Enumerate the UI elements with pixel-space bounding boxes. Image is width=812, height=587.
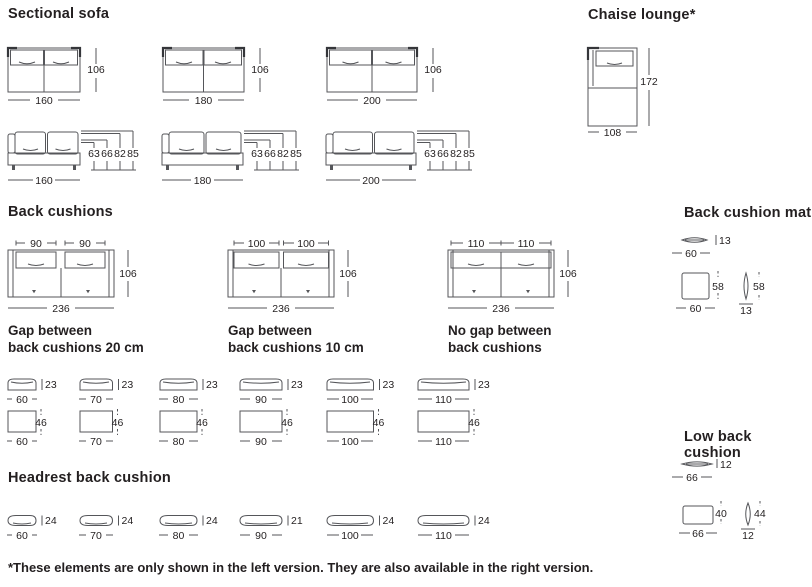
dim-height-2: 66 [437,148,449,160]
section-title-chaise-lounge: Chaise lounge* [588,7,696,23]
caption-gap-10 [228,322,428,356]
diagram-box-100x46 [325,409,405,451]
diagram-front-view-sofa-160 [6,114,156,192]
diagram-top-view-sofa-200 [325,40,467,110]
dim-height: 23 [206,379,218,391]
dim-depth: 106 [87,64,105,76]
dim-height: 46 [281,417,293,429]
dim-width: 60 [16,436,28,448]
dim-total-width: 236 [52,303,70,315]
diagram-mat-front-side [668,271,778,319]
diagram-back-cushions-gap20 [6,236,156,320]
diagram-low-top-view [668,456,748,486]
dim-depth: 106 [559,268,577,280]
diagram-headrest-100x24 [325,510,405,544]
dim-front-width: 60 [689,303,702,315]
dim-cushion-right: 90 [79,238,91,250]
diagram-chaise-lounge [586,40,701,144]
diagram-headrest-70x24 [78,510,158,544]
section-title-low-back-cushion: Low back cushion [684,429,752,461]
dim-height-3: 82 [114,148,126,160]
diagram-cushion-100x23 [325,374,405,408]
dim-height: 46 [468,417,480,429]
dim-height-4: 85 [127,148,139,160]
dim-height: 21 [291,515,303,527]
dim-cushion-right: 100 [297,238,315,250]
diagram-box-60x46 [6,409,86,451]
section-title-headrest-back-cushion: Headrest back cushion [8,470,171,486]
section-title-back-cushion-mat: Back cushion mat [684,205,812,221]
dim-height: 46 [372,417,385,429]
dim-height: 24 [45,515,57,527]
dim-width: 60 [16,394,28,406]
dim-height: 46 [196,417,208,429]
dim-cushion-left: 110 [467,238,485,250]
dim-height: 23 [291,379,303,391]
footnote: *These elements are only shown in the left version. They are also available in the right version. [8,560,594,575]
dim-width: 160 [35,175,53,187]
diagram-top-view-sofa-160 [6,40,128,110]
dim-width: 66 [686,472,698,484]
dim-width: 90 [255,436,267,448]
dim-height: 23 [45,379,57,391]
dim-length: 172 [640,76,658,88]
diagram-box-90x46 [238,409,318,451]
dim-width: 180 [193,175,212,187]
dim-width: 80 [172,530,185,542]
dim-total-width: 236 [492,303,510,315]
dim-side-height: 58 [753,281,765,293]
dim-front-height: 40 [715,508,727,520]
dim-height: 23 [121,379,134,391]
dim-depth: 106 [424,64,442,76]
caption-line: back cushions 20 cm [8,340,144,355]
dim-width: 180 [194,95,213,107]
diagram-headrest-80x24 [158,510,238,544]
diagram-low-front-side [668,500,778,552]
dim-height-2: 66 [101,148,113,160]
diagram-top-view-sofa-180 [161,40,293,110]
dim-width: 90 [255,394,267,406]
dim-cushion-right: 110 [517,238,535,250]
dim-depth: 106 [251,64,269,76]
dim-side-width: 12 [742,530,754,542]
dim-width: 160 [35,95,53,107]
dim-height-2: 66 [264,148,276,160]
diagram-box-70x46 [78,409,158,451]
dim-seat-height: 63 [88,148,100,160]
dim-width: 90 [255,530,267,542]
dim-width: 60 [16,530,28,542]
diagram-cushion-110x23 [416,374,496,408]
dim-width: 200 [363,95,381,107]
caption-gap-20 [8,322,208,356]
dim-seat-height: 63 [424,148,436,160]
diagram-mat-top-view [668,232,748,262]
dim-height-3: 82 [450,148,462,160]
dim-side-height: 44 [754,508,766,520]
dim-width: 80 [172,394,185,406]
dim-seat-height: 63 [251,148,263,160]
dim-front-height: 58 [712,281,724,293]
dim-width: 100 [341,436,359,448]
diagram-back-cushions-gap10 [226,236,376,320]
dim-width: 80 [172,436,185,448]
dim-depth: 106 [339,268,357,280]
dim-width: 100 [341,530,359,542]
dim-cushion-left: 90 [30,238,42,250]
dim-height: 23 [382,379,395,391]
dim-height: 12 [720,459,732,471]
dim-height: 13 [719,235,731,247]
caption-line: back cushions [448,340,542,355]
dim-side-width: 13 [740,305,752,317]
dim-depth: 106 [119,268,137,280]
diagram-cushion-60x23 [6,374,86,408]
dim-height: 46 [35,417,47,429]
dim-height-3: 82 [277,148,289,160]
dim-height: 24 [382,515,395,527]
dim-width: 200 [362,175,380,187]
dim-total-width: 236 [272,303,290,315]
caption-line: Gap between [8,323,93,338]
dim-width: 70 [90,530,102,542]
diagram-cushion-80x23 [158,374,238,408]
diagram-headrest-60x24 [6,510,86,544]
dim-width: 70 [90,394,102,406]
section-title-back-cushions: Back cushions [8,204,113,220]
dim-width: 110 [435,394,452,406]
dim-width: 108 [603,127,622,139]
caption-line: back cushions 10 cm [228,340,364,355]
caption-line: Gap between [228,323,313,338]
diagram-front-view-sofa-200 [324,114,476,192]
diagram-box-80x46 [158,409,238,451]
dim-height: 24 [206,515,218,527]
dim-front-width: 66 [692,528,704,540]
section-title-sectional-sofa: Sectional sofa [8,6,110,22]
dim-cushion-left: 100 [247,238,266,250]
dim-height-4: 85 [463,148,475,160]
dim-width: 110 [435,436,452,448]
diagram-headrest-110x24 [416,510,496,544]
dim-width: 100 [341,394,359,406]
dim-width: 60 [685,248,697,260]
diagram-cushion-90x23 [238,374,318,408]
diagram-cushion-70x23 [78,374,158,408]
dim-width: 110 [435,530,452,542]
dim-height-4: 85 [290,148,302,160]
caption-line: No gap between [448,323,552,338]
dim-height: 46 [111,417,124,429]
dim-height: 24 [478,515,490,527]
diagram-box-110x46 [416,409,496,451]
diagram-front-view-sofa-180 [160,114,310,192]
dim-height: 24 [121,515,134,527]
caption-no-gap [448,322,648,356]
diagram-back-cushions-nogap [446,236,596,320]
dim-width: 70 [90,436,102,448]
diagram-headrest-90x21 [238,510,318,544]
dim-height: 23 [478,379,490,391]
